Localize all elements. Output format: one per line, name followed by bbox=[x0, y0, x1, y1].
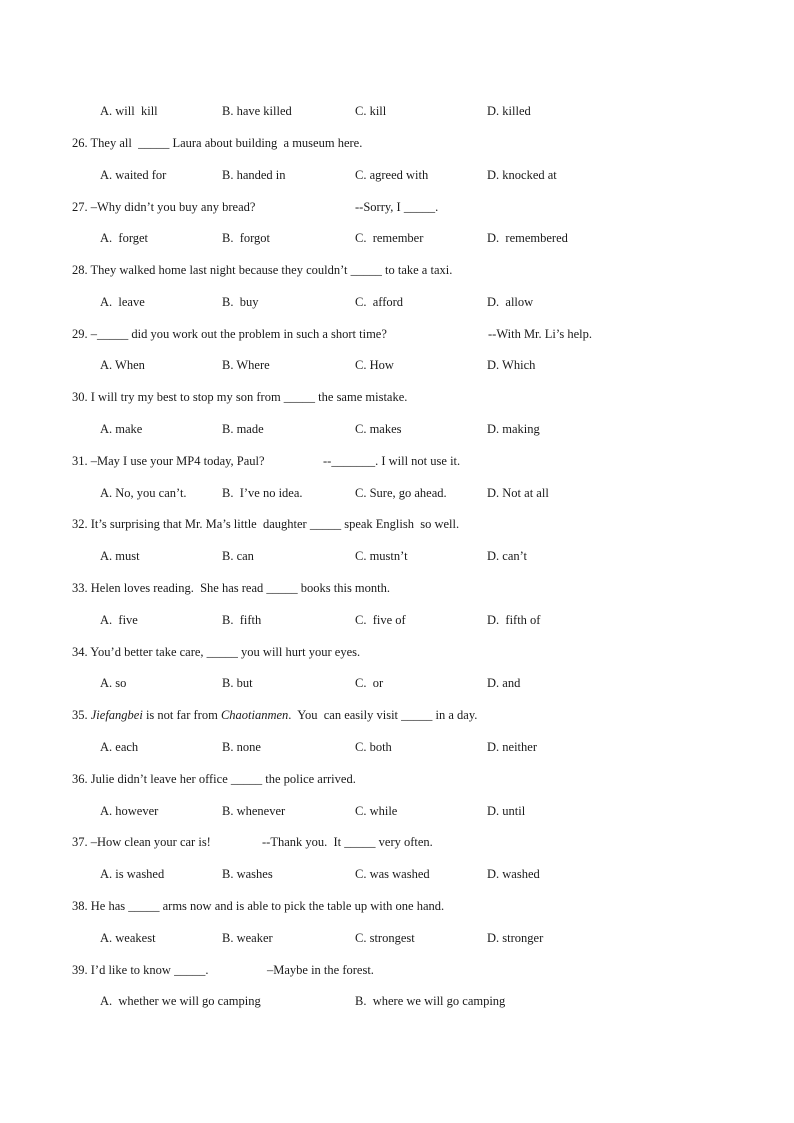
answer-option: B. buy bbox=[222, 295, 259, 309]
answer-option: C. while bbox=[355, 804, 398, 818]
dialogue-reply: –Maybe in the forest. bbox=[267, 963, 374, 977]
answer-option: A. is washed bbox=[100, 867, 165, 881]
question-text: 33. Helen loves reading. She has read _____ books this month. bbox=[72, 581, 391, 595]
answer-option: C. five of bbox=[355, 613, 406, 627]
answer-option: B. can bbox=[222, 549, 254, 563]
answer-option: D. making bbox=[487, 422, 540, 436]
answer-option: D. remembered bbox=[487, 231, 568, 245]
answer-option: C. strongest bbox=[355, 931, 415, 945]
answer-option: D. allow bbox=[487, 295, 534, 309]
answer-option: A. five bbox=[100, 613, 138, 627]
answer-option: D. fifth of bbox=[487, 613, 541, 627]
answer-option: C. both bbox=[355, 740, 392, 754]
answer-option: C. was washed bbox=[355, 867, 430, 881]
question-text: 36. Julie didn’t leave her office _____ the police arrived. bbox=[72, 772, 356, 786]
answer-option: C. makes bbox=[355, 422, 402, 436]
answer-option: A. must bbox=[100, 549, 140, 563]
answer-option: A. each bbox=[100, 740, 139, 754]
question-text: 28. They walked home last night because they couldn’t _____ to take a taxi. bbox=[72, 263, 453, 277]
question-text: 27. –Why didn’t you buy any bread? bbox=[72, 200, 256, 214]
answer-option: D. until bbox=[487, 804, 526, 818]
answer-option: B. weaker bbox=[222, 931, 273, 945]
answer-option: D. stronger bbox=[487, 931, 544, 945]
answer-option: A. No, you can’t. bbox=[100, 486, 187, 500]
question-text bbox=[72, 707, 477, 723]
answer-option: D. killed bbox=[487, 104, 531, 118]
answer-option: A. will kill bbox=[100, 104, 158, 118]
answer-option: A. whether we will go camping bbox=[100, 994, 261, 1008]
answer-option: B. I’ve no idea. bbox=[222, 486, 303, 500]
question-text-part: Chaotianmen bbox=[220, 708, 289, 722]
answer-option: A. When bbox=[100, 358, 145, 372]
answer-option: C. Sure, go ahead. bbox=[355, 486, 447, 500]
question-text: 30. I will try my best to stop my son from _____ the same mistake. bbox=[72, 390, 408, 404]
answer-option: A. leave bbox=[100, 295, 145, 309]
answer-option: B. handed in bbox=[222, 168, 286, 182]
question-text: 39. I’d like to know _____. bbox=[72, 963, 209, 977]
answer-option: D. and bbox=[487, 676, 521, 690]
answer-option: A. make bbox=[100, 422, 143, 436]
answer-option: D. neither bbox=[487, 740, 537, 754]
dialogue-reply: --_______. I will not use it. bbox=[323, 454, 461, 468]
answer-option: D. knocked at bbox=[487, 168, 557, 182]
question-text-part: Jiefangbei bbox=[90, 708, 143, 722]
question-text: 32. It’s surprising that Mr. Ma’s little daughter _____ speak English so well. bbox=[72, 517, 460, 531]
answer-option: B. whenever bbox=[222, 804, 286, 818]
question-text: 37. –How clean your car is! bbox=[72, 835, 211, 849]
answer-option: B. made bbox=[222, 422, 264, 436]
answer-option: C. kill bbox=[355, 104, 387, 118]
answer-option: D. can’t bbox=[487, 549, 528, 563]
answer-option: A. forget bbox=[100, 231, 149, 245]
answer-option: B. washes bbox=[222, 867, 273, 881]
answer-option: B. forgot bbox=[222, 231, 271, 245]
question-text-part: 35. bbox=[72, 708, 91, 722]
answer-option: B. but bbox=[222, 676, 253, 690]
answer-option: D. washed bbox=[487, 867, 540, 881]
answer-option: A. however bbox=[100, 804, 159, 818]
answer-option: C. How bbox=[355, 358, 394, 372]
answer-option: B. have killed bbox=[222, 104, 292, 118]
question-text-part: . You can easily visit _____ in a day. bbox=[288, 708, 478, 722]
question-text: 34. You’d better take care, _____ you will hurt your eyes. bbox=[72, 645, 361, 659]
question-text: 29. –_____ did you work out the problem in such a short time? bbox=[72, 327, 387, 341]
dialogue-reply: --Sorry, I _____. bbox=[355, 200, 439, 214]
answer-option: D. Not at all bbox=[487, 486, 549, 500]
question-text: 38. He has _____ arms now and is able to pick the table up with one hand. bbox=[72, 899, 445, 913]
question-text: 31. –May I use your MP4 today, Paul? bbox=[72, 454, 265, 468]
answer-option: C. remember bbox=[355, 231, 424, 245]
answer-option: B. where we will go camping bbox=[355, 994, 506, 1008]
answer-option: D. Which bbox=[487, 358, 536, 372]
dialogue-reply: --With Mr. Li’s help. bbox=[488, 327, 592, 341]
answer-option: B. none bbox=[222, 740, 261, 754]
answer-option: C. mustn’t bbox=[355, 549, 408, 563]
answer-option: B. Where bbox=[222, 358, 270, 372]
answer-option: C. or bbox=[355, 676, 384, 690]
answer-option: A. weakest bbox=[100, 931, 156, 945]
answer-option: C. afford bbox=[355, 295, 404, 309]
dialogue-reply: --Thank you. It _____ very often. bbox=[262, 835, 433, 849]
answer-option: A. so bbox=[100, 676, 127, 690]
answer-option: B. fifth bbox=[222, 613, 262, 627]
question-text-part: is not far from bbox=[142, 708, 221, 722]
answer-option: C. agreed with bbox=[355, 168, 429, 182]
answer-option: A. waited for bbox=[100, 168, 167, 182]
question-text: 26. They all _____ Laura about building a museum here. bbox=[72, 136, 363, 150]
